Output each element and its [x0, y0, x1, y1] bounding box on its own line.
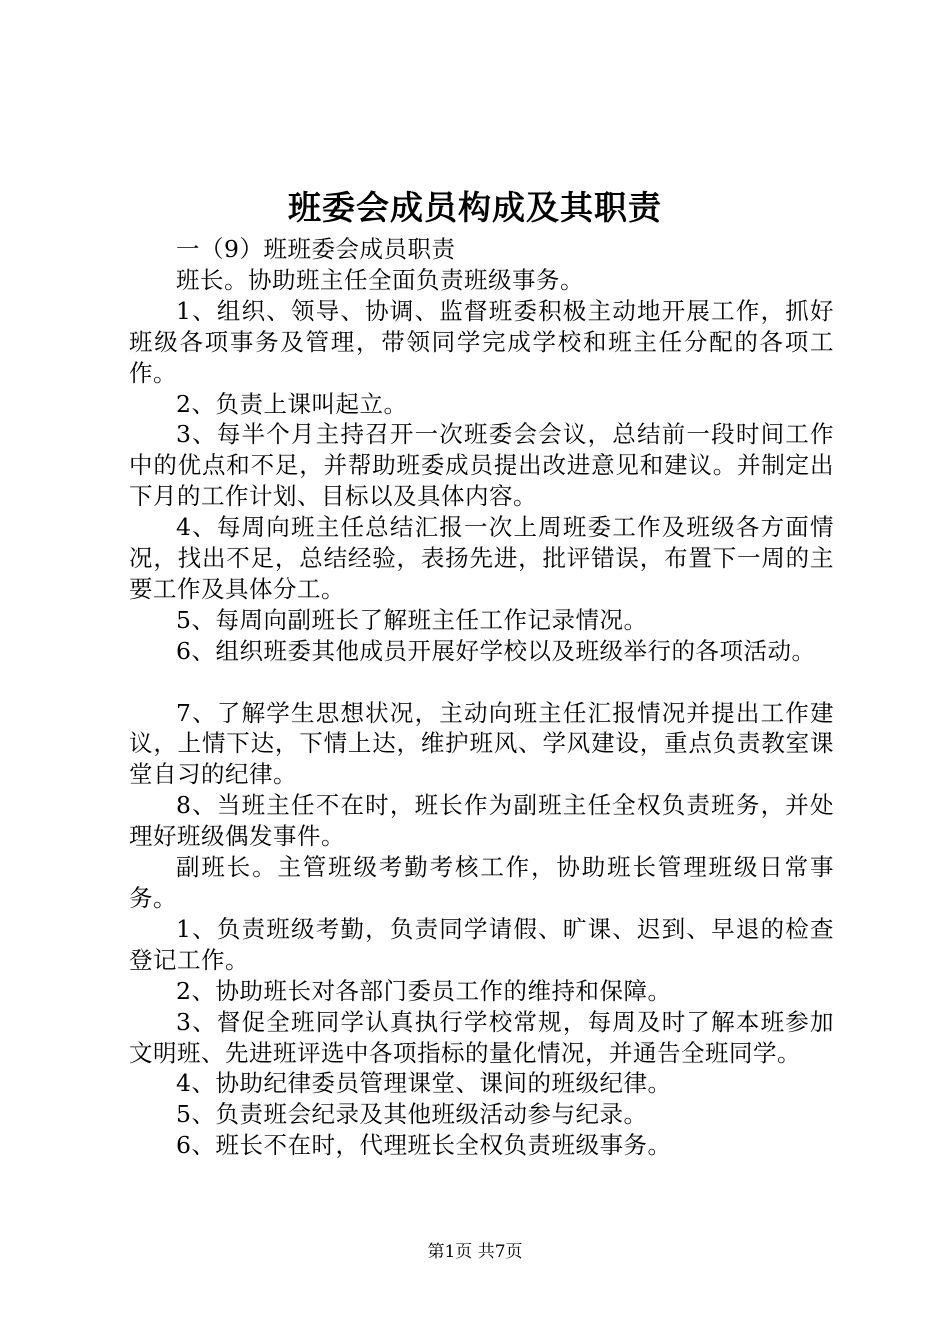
paragraph-vice-duty-4: 4、协助纪律委员管理课堂、课间的班级纪律。	[176, 1069, 672, 1098]
paragraph-monitor-duty-4: 4、每周向班主任总结汇报一次上周班委工作及班级各方面情况，找出不足，总结经验，表扬先进，批评错误，布置下一周的主要工作及具体分工。	[129, 513, 834, 603]
paragraph-monitor-duty-1: 1、组织、领导、协调、监督班委积极主动地开展工作，抓好班级各项事务及管理，带领同学完成学校和班主任分配的各项工作。	[129, 296, 834, 387]
paragraph-vice-duty-1: 1、负责班级考勤，负责同学请假、旷课、迟到、早退的检查登记工作。	[129, 914, 834, 974]
paragraph-monitor-duty-7: 7、了解学生思想状况，主动向班主任汇报情况并提出工作建议，上情下达，下情上达，维护班风、学风建设，重点负责教室课堂自习的纪律。	[129, 698, 834, 789]
document-title: 班委会成员构成及其职责	[288, 188, 662, 227]
paragraph-class-heading: 一（9）班班委会成员职责	[176, 235, 456, 263]
paragraph-vice-duty-2: 2、协助班长对各部门委员工作的维持和保障。	[176, 976, 672, 1005]
paragraph-monitor-intro: 班长。协助班主任全面负责班级事务。	[176, 265, 584, 294]
document-body	[129, 234, 834, 1161]
paragraph-monitor-duty-3: 3、每半个月主持召开一次班委会会议，总结前一段时间工作中的优点和不足，并帮助班委成员提出改进意见和建议。并制定出下月的工作计划、目标以及具体内容。	[129, 420, 834, 511]
page-number-footer: 第1页 共7页	[427, 1242, 523, 1262]
paragraph-monitor-duty-6: 6、组织班委其他成员开展好学校以及班级举行的各项活动。	[176, 636, 816, 665]
blank-line	[129, 667, 834, 698]
paragraph-vice-duty-3: 3、督促全班同学认真执行学校常规，每周及时了解本班参加文明班、先进班评选中各项指标的量化情况，并通告全班同学。	[129, 1007, 834, 1067]
paragraph-monitor-duty-8: 8、当班主任不在时，班长作为副班主任全权负责班务，并处理好班级偶发事件。	[129, 791, 834, 851]
paragraph-monitor-duty-5: 5、每周向副班长了解班主任工作记录情况。	[176, 605, 648, 634]
paragraph-monitor-duty-2: 2、负责上课叫起立。	[176, 389, 408, 418]
paragraph-vice-duty-5: 5、负责班会纪录及其他班级活动参与纪录。	[176, 1100, 648, 1129]
paragraph-vice-duty-6: 6、班长不在时，代理班长全权负责班级事务。	[176, 1131, 672, 1160]
paragraph-vice-monitor-intro: 副班长。主管班级考勤考核工作，协助班长管理班级日常事务。	[129, 853, 834, 913]
